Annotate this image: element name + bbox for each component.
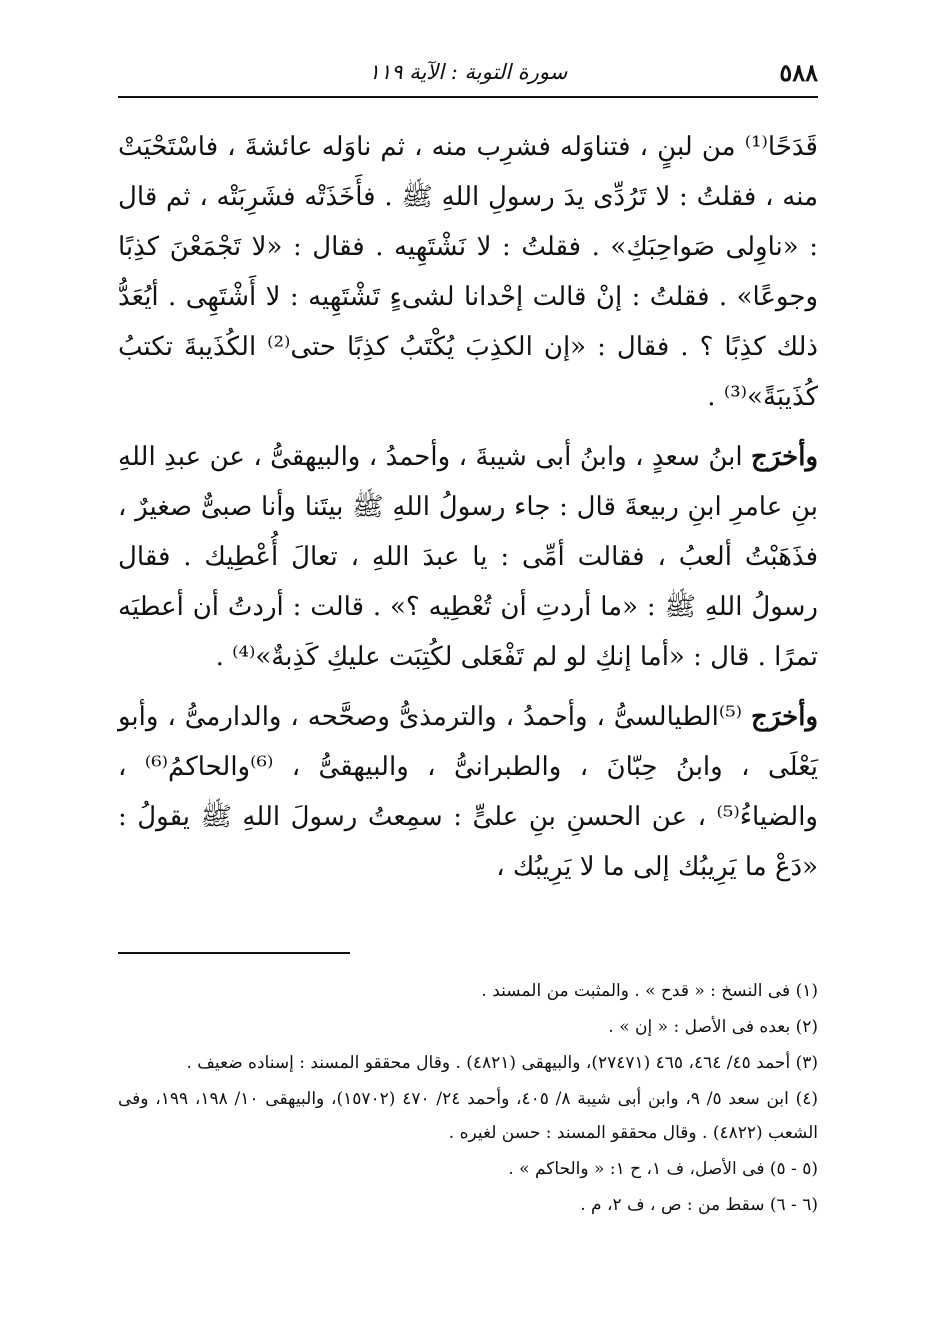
paragraph-lead: وأخرَج: [751, 442, 819, 472]
paragraph: [118, 432, 818, 682]
footnote-divider: [118, 952, 350, 954]
footnote: (٥ - ٥) فى الأصل، ف ١، ح ١: « والحاكم » .: [508, 1159, 818, 1179]
page-number: ٥٨٨: [779, 58, 818, 87]
footnote: (٣) أحمد ٤٥/ ٤٦٤، ٤٦٥ (٢٧٤٧١)، والبيهقى (٤٨٢١) . وقال محققو المسند : إسناده ضعيف .: [186, 1053, 818, 1073]
paragraph-text: ابنُ سعدٍ ، وابنُ أبى شيبةَ ، وأحمدُ ، والبيهقىُّ ، عن عبدِ اللهِ بنِ عامرِ ابنِ ربيعةَ قال : جاء رسولُ اللهِ ﷺ بيتَنا وأنا صبىٌّ صغيرٌ ، فذَهَبْتُ ألعبُ ، فقالت أمِّى : يا عبدَ اللهِ ، تعالَ أُعْطِيك . فقال رسولُ اللهِ ﷺ : «ما أردتِ أن تُعْطِيه ؟» . قالت : أردتُ أن أعطيَه تمرًا . قال : «أما إنكِ لو لم تَفْعَلى لكُتِبَت عليكِ كَذِبةٌ»⁽⁴⁾ .: [118, 442, 818, 672]
page-header: [118, 50, 818, 98]
footnote: (١) فى النسخ : « قدح » . والمثبت من المسند .: [481, 981, 818, 1001]
paragraph: [118, 122, 818, 422]
footnote: (٢) بعده فى الأصل : « إن » .: [608, 1017, 818, 1037]
footnotes: [118, 974, 818, 1222]
paragraph-text: ⁽⁵⁾الطيالسىُّ ، وأحمدُ ، والترمذىُّ وصحَّحه ، والدارمىُّ ، وأبو يَعْلَى ، وابنُ حِبّانَ ، والطبرانىُّ ، والبيهقىُّ ، ⁽⁶⁾والحاكمُ⁽⁶⁾ ، والضياءُ⁽⁵⁾ ، عن الحسنِ بنِ علىٍّ : سمِعتُ رسولَ اللهِ ﷺ يقولُ : «دَعْ ما يَرِيبُك إلى ما لا يَرِيبُك ،: [118, 702, 819, 882]
paragraph-lead: وأخرَج: [751, 702, 819, 732]
main-text: [118, 122, 818, 892]
book-page: [118, 50, 818, 1224]
footnote: (٦ - ٦) سقط من : ص ، ف ٢، م .: [580, 1195, 818, 1215]
paragraph: [118, 692, 818, 892]
running-head: سورة التوبة : الآية ١١٩: [368, 60, 568, 84]
footnote: (٤) ابن سعد ٥/ ٩، وابن أبى شيبة ٨/ ٤٠٥، وأحمد ٢٤/ ٤٧٠ (١٥٧٠٢)، والبيهقى ١٠/ ١٩٨، ١٩٩، وفى الشعب (٤٨٢٢) . وقال محققو المسند : حسن لغيره .: [118, 1089, 819, 1143]
paragraph-text: قَدَحًا⁽¹⁾ من لبنٍ ، فتناوَله فشرِب منه ، ثم ناوَله عائشةَ ، فاسْتَحْيَتْ منه ، فقلتُ : لا تَرُدِّى يدَ رسولِ اللهِ ﷺ . فأَخَذَتْه فشَرِبَتْه ، ثم قال : «ناوِلى صَواحِبَكِ» . فقلتُ : لا نَشْتَهِيه . فقال : «لا تَجْمَعْنَ كذِبًا وجوعًا» . فقلتُ : إنْ قالت إحْدانا لشىءٍ تَشْتَهِيه : لا أَشْتَهِى . أيُعَدُّ ذلك كذِبًا ؟ . فقال : «إن الكذِبَ يُكْتَبُ كذِبًا حتى⁽²⁾ الكُذَيبةَ تكتبُ كُذَيبَةً»⁽³⁾ .: [118, 132, 818, 412]
